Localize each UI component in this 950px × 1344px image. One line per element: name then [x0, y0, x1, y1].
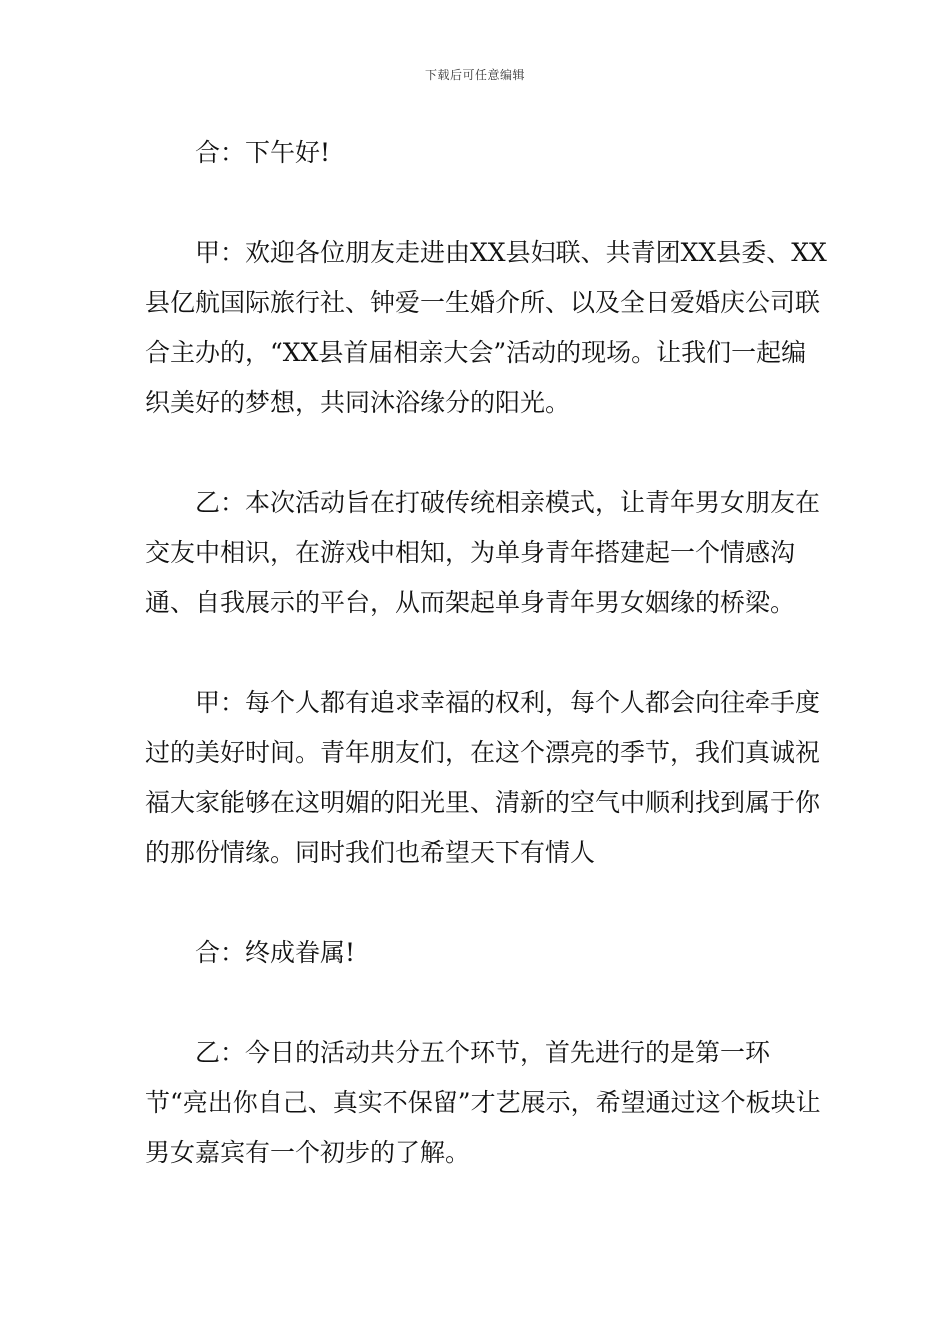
paragraph-chorus: 合：终成眷属! [195, 938, 356, 967]
paragraph-agenda: 乙：今日的活动共分五个环节，首先进行的是第一环节“亮出你自己、真实不保留”才艺展示，希望通过这个板块让男女嘉宾有一个初步的了解。 [145, 1038, 821, 1167]
paragraph-purpose: 乙：本次活动旨在打破传统相亲模式，让青年男女朋友在交友中相识，在游戏中相知，为单身青年搭建起一个情感沟通、自我展示的平台，从而架起单身青年男女姻缘的桥梁。 [145, 488, 821, 617]
page-header-note: 下载后可任意编辑 [424, 68, 525, 82]
paragraph-wishes: 甲：每个人都有追求幸福的权利，每个人都会向往牵手度过的美好时间。青年朋友们，在这个漂亮的季节，我们真诚祝福大家能够在这明媚的阳光里、清新的空气中顺利找到属于你的那份情缘。同时我们也希望天下有情人 [145, 688, 821, 867]
paragraph-greeting: 合：下午好! [195, 138, 331, 167]
paragraph-welcome: 甲：欢迎各位朋友走进由XX县妇联、共青团XX县委、XX县亿航国际旅行社、钟爱一生婚介所、以及全日爱婚庆公司联合主办的，“XX县首届相亲大会”活动的现场。让我们一起编织美好的梦想，共同沐浴缘分的阳光。 [145, 238, 827, 417]
document-body [145, 128, 830, 1178]
